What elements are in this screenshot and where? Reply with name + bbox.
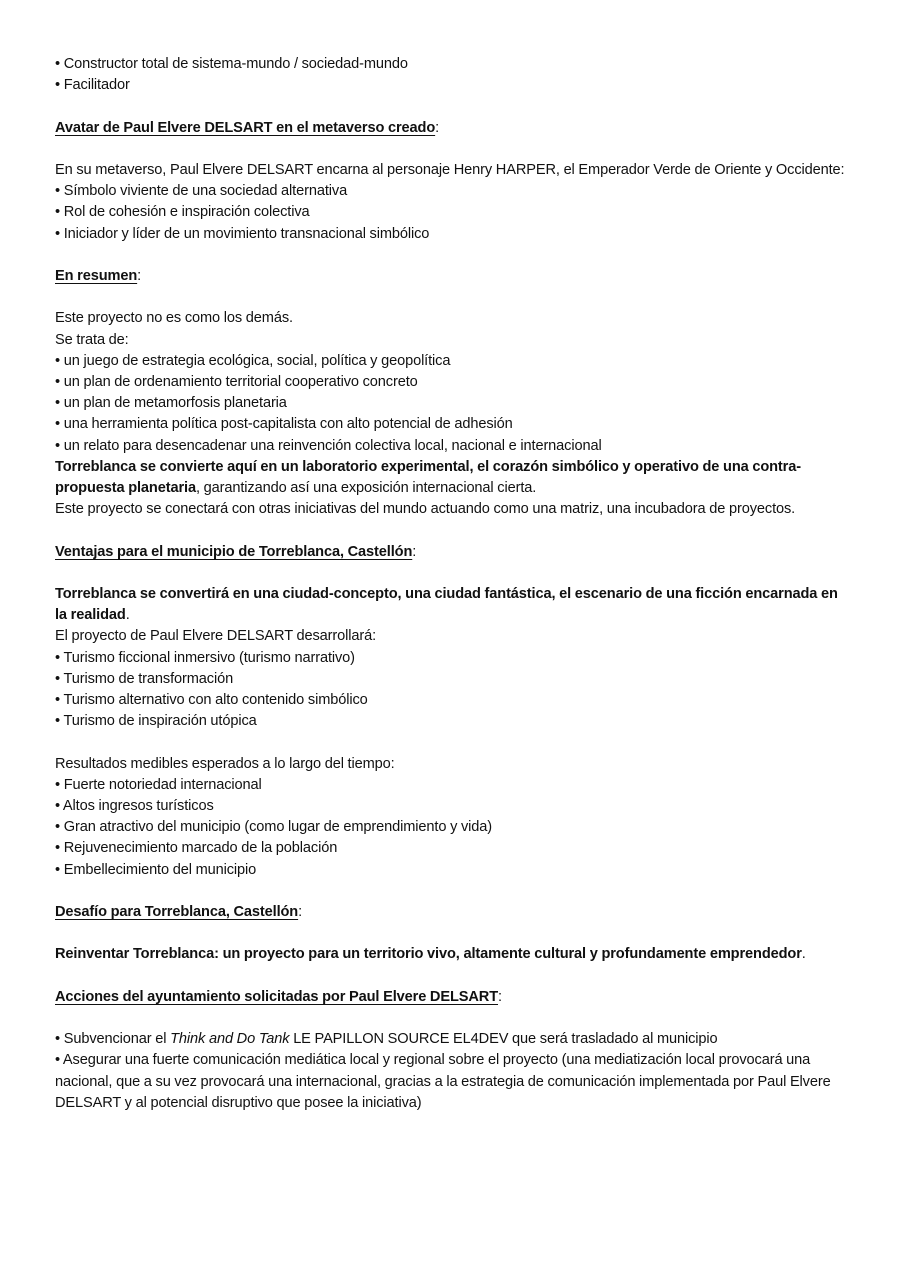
- text-line: El proyecto de Paul Elvere DELSART desarrollará:: [55, 628, 377, 645]
- bullet-item: • Altos ingresos turísticos: [55, 798, 214, 814]
- bullet-item: • un plan de metamorfosis planetaria: [55, 395, 287, 412]
- heading-text: En resumen: [55, 267, 138, 284]
- bullet-item: • un plan de ordenamiento territorial cooperativo concreto: [55, 373, 418, 390]
- text-line: Este proyecto se conectará con otras iniciativas del mundo actuando como una matriz, una incubadora de proyectos.: [55, 501, 796, 518]
- spacer-line: [55, 1008, 850, 1029]
- spacer-line: [55, 966, 850, 987]
- document-body: [55, 54, 850, 1114]
- bold-run: Torreblanca se convierte aquí en un laboratorio experimental, el corazón simbólico y operativo de una contra-propuesta planetaria: [55, 458, 801, 496]
- heading-colon: :: [412, 543, 417, 560]
- emphasis-paragraph: [55, 944, 850, 965]
- bullet-item: • Rol de cohesión e inspiración colectiva: [55, 204, 310, 221]
- text-line: Se trata de:: [55, 331, 129, 348]
- text-line: • Asegurar una fuerte comunicación mediática local y regional sobre el proyecto (una mediatización local provocará una nacional, que a su vez provocará una internacional, gracias a la estrategia de comunicación implementada por Paul Elvere DELSART y al potencial disruptivo que posee la iniciativa): [55, 1052, 831, 1111]
- spacer-line: [55, 881, 850, 902]
- spacer-line: [55, 732, 850, 753]
- bullet-item: • Rejuvenecimiento marcado de la población: [55, 840, 338, 857]
- emphasis-paragraph: [55, 584, 850, 626]
- section-heading: [55, 118, 850, 139]
- section-heading: [55, 542, 850, 563]
- bullet-item: • Fuerte notoriedad internacional: [55, 776, 262, 793]
- spacer-line: [55, 245, 850, 266]
- bullet-item: • un relato para desencadenar una reinvención colectiva local, nacional e internacional: [55, 437, 602, 454]
- heading-colon: :: [298, 904, 303, 920]
- bullet-item: • un juego de estrategia ecológica, social, política y geopolítica: [55, 352, 451, 369]
- bullet-item: • Símbolo viviente de una sociedad alternativa: [55, 183, 348, 200]
- spacer-line: [55, 563, 850, 584]
- section-heading: [55, 902, 850, 923]
- spacer-line: [55, 287, 850, 308]
- spacer-line: [55, 96, 850, 117]
- section-heading: [55, 987, 850, 1008]
- bullet-item: • Turismo ficcional inmersivo (turismo narrativo): [55, 649, 355, 666]
- emphasis-paragraph: [55, 457, 850, 499]
- heading-text: Acciones del ayuntamiento solicitadas por Paul Elvere DELSART: [55, 988, 499, 1005]
- text-line: Este proyecto no es como los demás.: [55, 310, 293, 327]
- spacer-line: [55, 520, 850, 541]
- bold-run: Torreblanca se convertirá en una ciudad-concepto, una ciudad fantástica, el escenario de una ficción encarnada en la realidad: [55, 585, 838, 624]
- heading-colon: :: [435, 119, 440, 136]
- bullet-item: • Constructor total de sistema-mundo / sociedad-mundo: [55, 56, 408, 72]
- spacer-line: [55, 139, 850, 160]
- bullet-item: • Gran atractivo del municipio (como lugar de emprendimiento y vida): [55, 819, 493, 836]
- heading-colon: :: [498, 988, 502, 1005]
- regular-run: .: [125, 607, 130, 624]
- section-heading: [55, 266, 850, 287]
- italic-run: Think and Do Tank: [170, 1031, 290, 1048]
- regular-run: , garantizando así una exposición internacional cierta.: [195, 480, 537, 496]
- bullet-item: • Embellecimiento del municipio: [55, 861, 257, 878]
- bullet-item: • Facilitador: [55, 77, 130, 94]
- bullet-item: • Turismo de transformación: [55, 670, 234, 687]
- bullet-item: • Iniciador y líder de un movimiento transnacional simbólico: [55, 225, 430, 242]
- heading-text: Avatar de Paul Elvere DELSART en el metaverso creado: [55, 119, 436, 136]
- bullet-item: • una herramienta política post-capitalista con alto potencial de adhesión: [55, 416, 513, 433]
- heading-text: Ventajas para el municipio de Torreblanca, Castellón: [55, 543, 413, 560]
- heading-colon: :: [137, 267, 142, 284]
- regular-run: .: [801, 946, 806, 963]
- bold-run: Reinventar Torreblanca: un proyecto para un territorio vivo, altamente cultural y profundamente emprendedor: [55, 946, 802, 963]
- bullet-item: [55, 1029, 850, 1050]
- bullet-item: • Turismo alternativo con alto contenido simbólico: [55, 692, 368, 708]
- bullet-prefix: • Subvencionar el: [55, 1031, 171, 1048]
- spacer-line: [55, 923, 850, 944]
- bullet-suffix: LE PAPILLON SOURCE EL4DEV que será trasladado al municipio: [289, 1031, 718, 1048]
- text-line: Resultados medibles esperados a lo largo del tiempo:: [55, 755, 395, 772]
- text-line: En su metaverso, Paul Elvere DELSART encarna al personaje Henry HARPER, el Emperador Verde de Oriente y Occidente:: [55, 161, 845, 178]
- heading-text: Desafío para Torreblanca, Castellón: [55, 904, 299, 920]
- bullet-item: • Turismo de inspiración utópica: [55, 713, 257, 730]
